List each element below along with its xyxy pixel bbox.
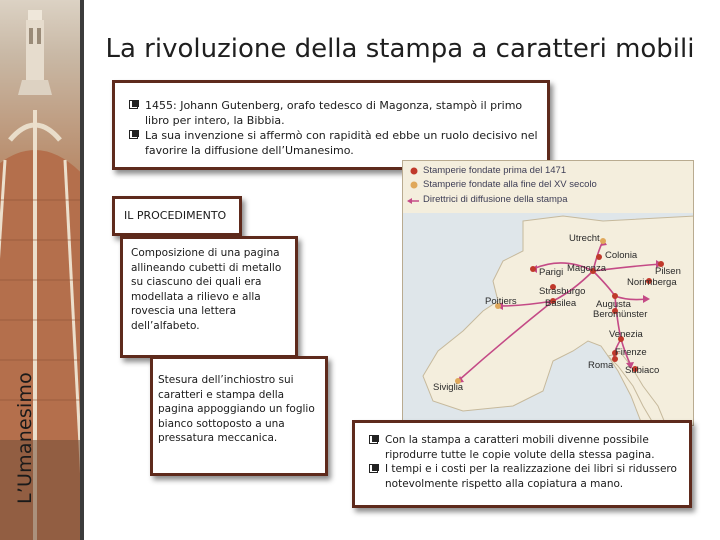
list-item bbox=[369, 433, 687, 462]
checkbox-bullet-icon bbox=[369, 435, 378, 444]
list-item bbox=[129, 98, 549, 128]
intro-box bbox=[112, 80, 550, 170]
city-label: Basilea bbox=[545, 298, 577, 309]
cathedral-illustration bbox=[0, 0, 80, 540]
city-label: Magonza bbox=[567, 263, 607, 274]
legend-routes: Direttrici di diffusione della stampa bbox=[423, 194, 568, 205]
list-item bbox=[369, 462, 687, 491]
city-label: Pilsen bbox=[655, 266, 681, 277]
conclusion-box bbox=[352, 420, 692, 508]
legend-marker-pre1471 bbox=[411, 168, 418, 175]
city-label: Beromünster bbox=[593, 309, 648, 320]
legend-pre1471: Stamperie fondate prima del 1471 bbox=[423, 165, 567, 176]
city-label: Venezia bbox=[609, 329, 643, 340]
city-label: Siviglia bbox=[433, 382, 464, 393]
list-item bbox=[129, 128, 549, 158]
city-label: Utrecht bbox=[569, 233, 600, 244]
side-divider bbox=[80, 0, 84, 540]
city-label: Parigi bbox=[539, 267, 564, 278]
list-item-text: Con la stampa a caratteri mobili divenne possibile riprodurre tutte le copie volute della stessa pagina. bbox=[385, 434, 655, 461]
city-label: Augusta bbox=[596, 299, 631, 310]
city-label: Norimberga bbox=[627, 277, 677, 288]
side-label: L’Umanesimo bbox=[14, 372, 36, 504]
printing-diffusion-map bbox=[402, 160, 694, 426]
conclusion-list bbox=[369, 433, 687, 491]
city-label: Poitiers bbox=[485, 296, 517, 307]
cathedral-image bbox=[0, 0, 80, 540]
list-item-text: La sua invenzione si affermò con rapidità ed ebbe un ruolo decisivo nel favorire la diffusione dell’Umanesimo. bbox=[145, 129, 538, 157]
intro-list bbox=[129, 98, 549, 158]
procedure-label: IL PROCEDIMENTO bbox=[112, 196, 242, 236]
city-label: Roma bbox=[588, 360, 614, 371]
city-label: Strasburgo bbox=[539, 286, 586, 297]
legend-marker-late bbox=[411, 182, 418, 189]
procedure-step-2: Stesura dell’inchiostro sui caratteri e stampa della pagina appoggiando un foglio bianco sottoposto a una pressatura meccanica. bbox=[150, 356, 328, 476]
checkbox-bullet-icon bbox=[129, 130, 138, 139]
checkbox-bullet-icon bbox=[369, 464, 378, 473]
city-label: Firenze bbox=[615, 347, 647, 358]
page-title: La rivoluzione della stampa a caratteri mobili bbox=[105, 34, 695, 64]
city-label: Subiaco bbox=[625, 365, 660, 376]
list-item-text: 1455: Johann Gutenberg, orafo tedesco di Magonza, stampò il primo libro per intero, la Bibbia. bbox=[145, 99, 523, 127]
checkbox-bullet-icon bbox=[129, 100, 138, 109]
city-label: Colonia bbox=[605, 250, 638, 261]
legend-late-xv: Stamperie fondate alla fine del XV secolo bbox=[423, 179, 597, 190]
procedure-step-1: Composizione di una pagina allineando cubetti di metallo su ciascuno dei quali era modellata a rilievo e alla rovescia una lettera dell’alfabeto. bbox=[120, 236, 298, 358]
list-item-text: I tempi e i costi per la realizzazione dei libri si ridussero notevolmente rispetto alla copiatura a mano. bbox=[385, 463, 677, 490]
